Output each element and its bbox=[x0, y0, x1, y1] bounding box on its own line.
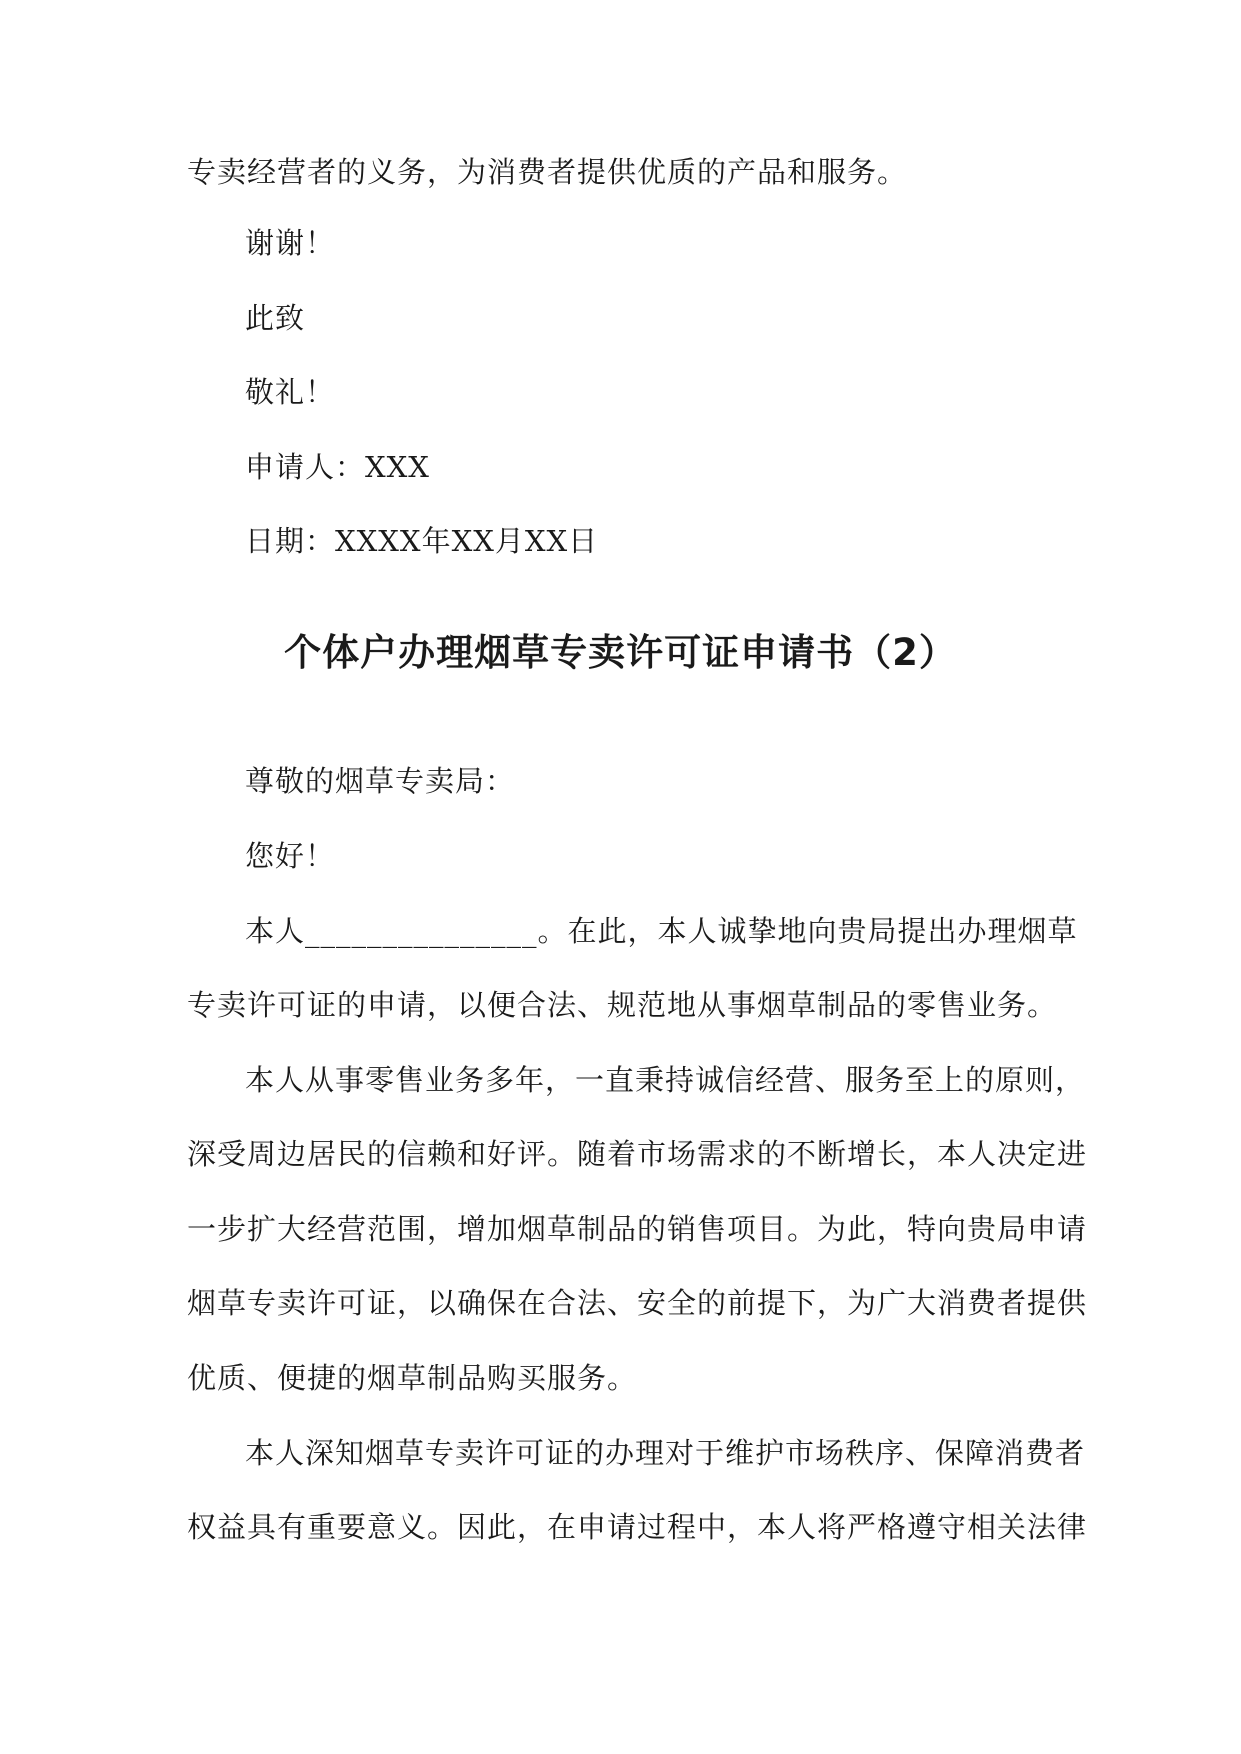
salutation-line: 尊敬的烟草专卖局： bbox=[245, 764, 516, 798]
document-title: 个体户办理烟草专卖许可证申请书（2） bbox=[284, 631, 957, 674]
greeting-line: 您好！ bbox=[245, 839, 336, 873]
continuation-line: 专卖经营者的义务，为消费者提供优质的产品和服务。 bbox=[187, 155, 908, 189]
paragraph-2-line-3: 一步扩大经营范围，增加烟草制品的销售项目。为此，特向贵局申请 bbox=[187, 1212, 1088, 1246]
applicant-line: 申请人：XXX bbox=[245, 450, 430, 484]
date-line: 日期：XXXX年XX月XX日 bbox=[245, 524, 599, 558]
paragraph-1-line-1: 本人_______________。在此，本人诚挚地向贵局提出办理烟草 bbox=[245, 914, 1078, 948]
closing-line-2: 敬礼！ bbox=[245, 375, 336, 409]
paragraph-2-line-4: 烟草专卖许可证，以确保在合法、安全的前提下，为广大消费者提供 bbox=[187, 1286, 1088, 1320]
paragraph-1-line-2: 专卖许可证的申请，以便合法、规范地从事烟草制品的零售业务。 bbox=[187, 988, 1058, 1022]
paragraph-3-line-1: 本人深知烟草专卖许可证的办理对于维护市场秩序、保障消费者 bbox=[245, 1436, 1086, 1470]
paragraph-2-line-5: 优质、便捷的烟草制品购买服务。 bbox=[187, 1361, 638, 1395]
paragraph-2-line-2: 深受周边居民的信赖和好评。随着市场需求的不断增长，本人决定进 bbox=[187, 1137, 1088, 1171]
closing-line-1: 此致 bbox=[245, 301, 306, 335]
paragraph-2-line-1: 本人从事零售业务多年，一直秉持诚信经营、服务至上的原则， bbox=[245, 1063, 1086, 1097]
paragraph-3-line-2: 权益具有重要意义。因此，在申请过程中，本人将严格遵守相关法律 bbox=[187, 1510, 1088, 1544]
thanks-line: 谢谢！ bbox=[245, 226, 336, 260]
